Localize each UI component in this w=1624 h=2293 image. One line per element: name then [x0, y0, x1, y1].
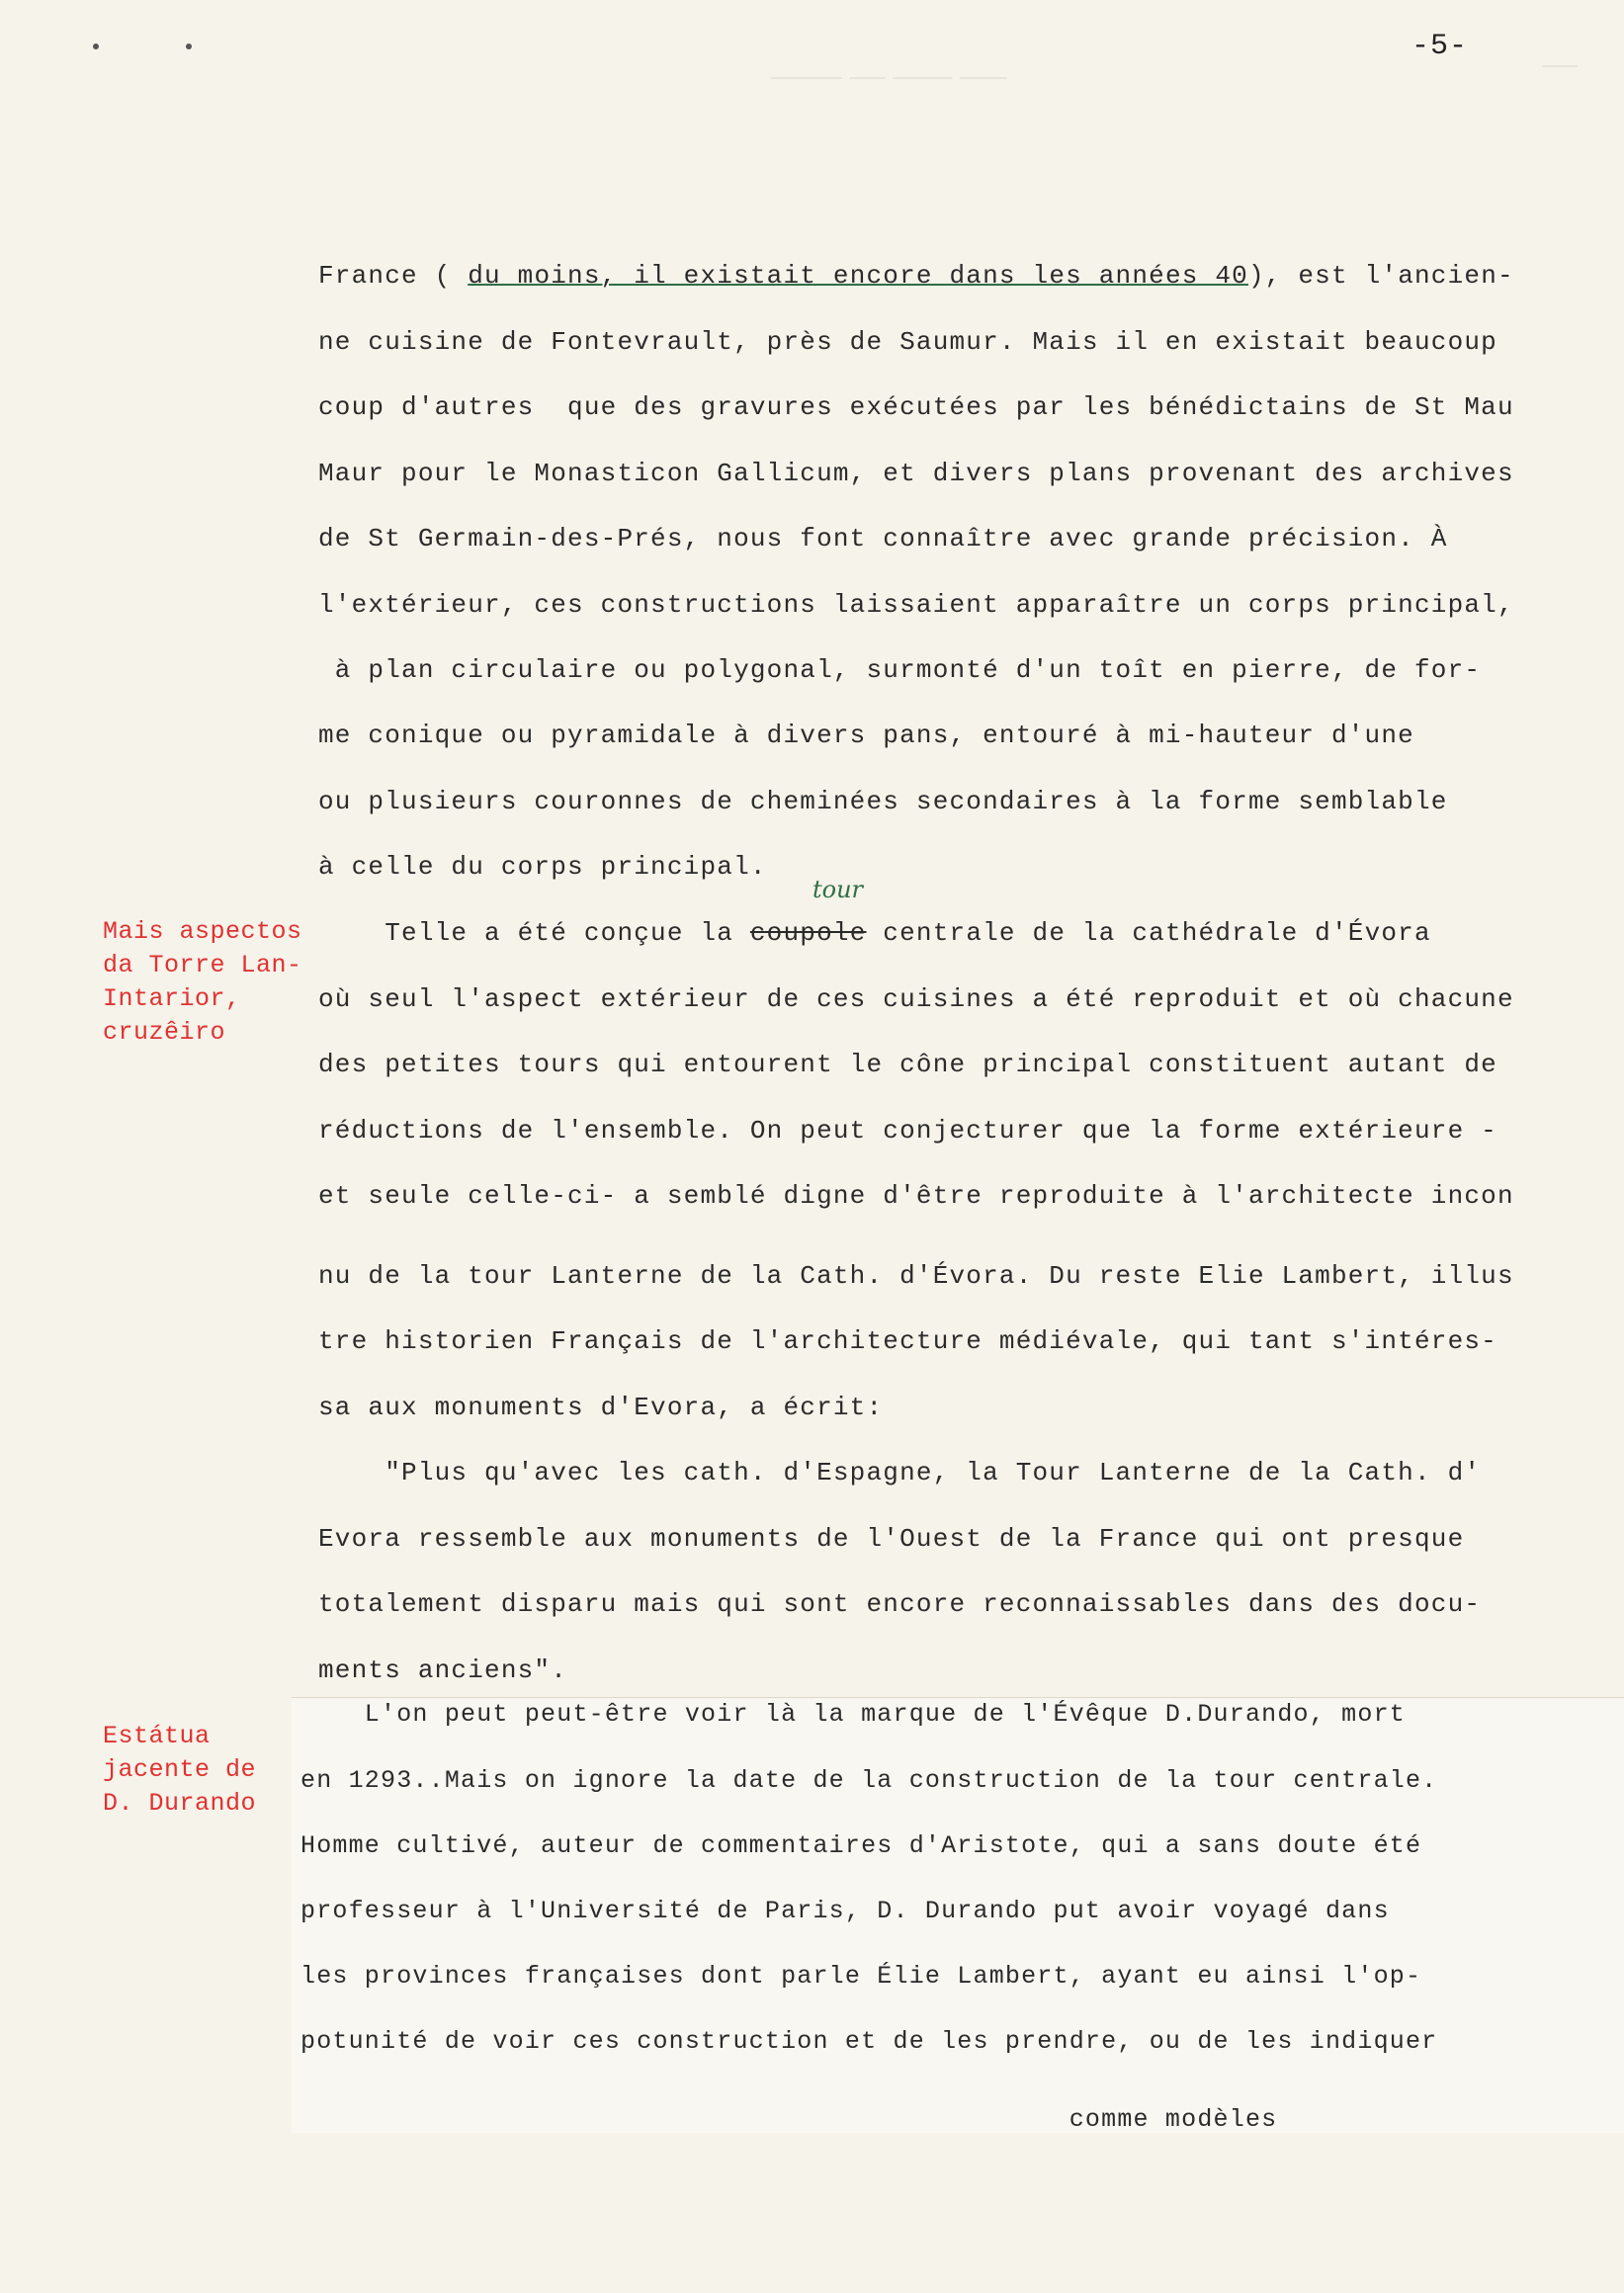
text-line: l'extérieur, ces constructions laissaient apparaître un corps principal,: [318, 590, 1514, 620]
text-line: coup d'autres que des gravures exécutées par les bénédictains de St Mau: [318, 392, 1514, 422]
text-line: potunité de voir ces construction et de les prendre, ou de les indiquer: [300, 2027, 1438, 2056]
text-line: de St Germain-des-Prés, nous font connaître avec grande précision. À: [318, 524, 1448, 553]
handwritten-insertion: tour: [812, 876, 864, 903]
text-line: en 1293..Mais on ignore la date de la construction de la tour centrale.: [300, 1766, 1438, 1795]
quote-line: "Plus qu'avec les cath. d'Espagne, la Tour Lanterne de la Cath. d': [318, 1458, 1482, 1487]
text-line: comme modèles: [300, 2105, 1278, 2134]
punch-mark: [93, 43, 99, 49]
struck-text: du moins, il existait encore dans les années 40: [468, 261, 1248, 291]
text-line: où seul l'aspect extérieur de ces cuisines a été reproduit et où chacune: [318, 984, 1514, 1014]
text-line: les provinces françaises dont parle Élie Lambert, ayant eu ainsi l'op-: [300, 1962, 1422, 1991]
text-line: professeur à l'Université de Paris, D. Durando put avoir voyagé dans: [300, 1897, 1390, 1925]
quote-line: ments anciens".: [318, 1656, 568, 1685]
text-line: sa aux monuments d'Evora, a écrit:: [318, 1393, 884, 1422]
text-line: et seule celle-ci- a semblé digne d'être reproduite à l'architecte incon: [318, 1181, 1514, 1211]
page-number: -5-: [1411, 30, 1469, 63]
quote-line: totalement disparu mais qui sont encore reconnaissables dans des docu-: [318, 1589, 1482, 1619]
text-line: L'on peut peut-être voir là la marque de l'Évêque D.Durando, mort: [300, 1700, 1406, 1729]
quote-line: Evora ressemble aux monuments de l'Ouest de la France qui ont presque: [318, 1524, 1465, 1554]
text-line: Maur pour le Monasticon Gallicum, et divers plans provenant des archives: [318, 459, 1514, 488]
struck-text: coupole: [749, 918, 867, 948]
text-line: me conique ou pyramidale à divers pans, entouré à mi-hauteur d'une: [318, 721, 1414, 750]
text-line: des petites tours qui entourent le cône principal constituent autant de: [318, 1050, 1497, 1079]
text-line: Telle a été conçue la coupole centrale de la cathédrale d'Évora: [318, 918, 1431, 948]
text-line: ne cuisine de Fontevrault, près de Saumur. Mais il en existait beaucoup: [318, 327, 1497, 357]
text-line: à plan circulaire ou polygonal, surmonté d'un toît en pierre, de for-: [318, 655, 1482, 685]
bleed-through: ______ ___ _____ ____: [771, 51, 1007, 79]
text-line: tre historien Français de l'architecture médiévale, qui tant s'intéres-: [318, 1326, 1497, 1356]
punch-mark: [186, 43, 192, 49]
bleed-through: ___: [1542, 40, 1578, 67]
text-line: France ( du moins, il existait encore dans les années 40), est l'ancien-: [318, 261, 1514, 291]
text-line: Homme cultivé, auteur de commentaires d'Aristote, qui a sans doute été: [300, 1831, 1422, 1860]
text-line: réductions de l'ensemble. On peut conjecturer que la forme extérieure -: [318, 1116, 1497, 1146]
margin-note: Estátua jacente de D. Durando: [103, 1722, 257, 1818]
text-line: à celle du corps principal.: [318, 852, 767, 882]
margin-note: Mais aspectos da Torre Lan- Intarior, cruzêiro: [103, 917, 302, 1047]
text-line: ou plusieurs couronnes de cheminées secondaires à la forme semblable: [318, 787, 1448, 816]
text-line: nu de la tour Lanterne de la Cath. d'Évora. Du reste Elie Lambert, illus: [318, 1261, 1514, 1291]
